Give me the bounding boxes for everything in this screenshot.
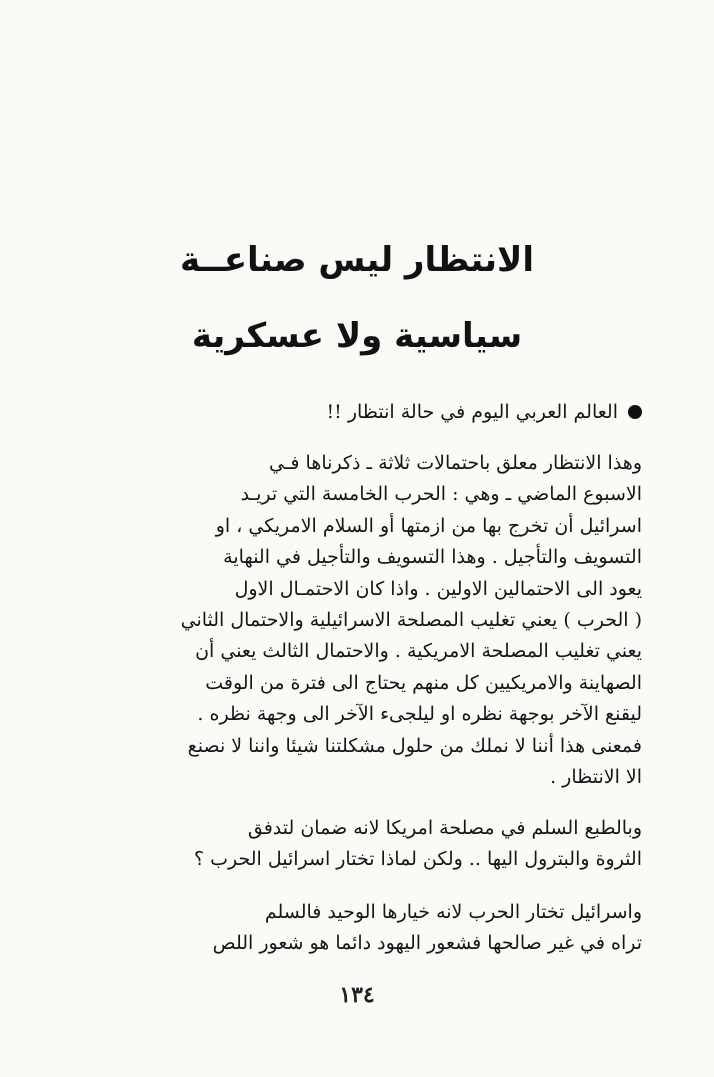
text-line: وهذا الانتظار معلق باحتمالات ثلاثة ـ ذكرناها فـي bbox=[269, 452, 642, 474]
paragraph-1 bbox=[72, 448, 642, 793]
text-line: واسرائيل تختار الحرب لانه خيارها الوحيد فالسلم bbox=[264, 901, 642, 923]
text-line: الا الانتظار . bbox=[550, 765, 642, 788]
text-line: وبالطبع السلم في مصلحة امريكا لانه ضمان لتدفق bbox=[247, 817, 642, 839]
lead-text: العالم العربي اليوم في حالة انتظار !! bbox=[326, 401, 618, 423]
chapter-title-line-2: سياسية ولا عسكرية bbox=[191, 316, 523, 356]
paragraph-2 bbox=[72, 813, 642, 876]
text-line: ( الحرب ) يعني تغليب المصلحة الاسرائيلية والاحتمال الثاني bbox=[180, 608, 642, 631]
text-line: التسويف والتأجيل . وهذا التسويف والتأجيل في النهاية bbox=[223, 546, 642, 569]
text-line: يعني تغليب المصلحة الامريكية . والاحتمال الثالث يعني أن bbox=[195, 640, 642, 663]
chapter-title-line-1: الانتظار ليس صناعــة bbox=[179, 240, 535, 280]
text-line: الصهاينة والامريكيين كل منهم يحتاج الى فترة من الوقت bbox=[205, 671, 642, 694]
paragraph-3 bbox=[72, 897, 642, 960]
text-line: اسرائيل أن تخرج بها من ازمتها أو السلام الامريكي ، او bbox=[215, 514, 642, 537]
page-number: ١٣٤ bbox=[339, 982, 375, 1008]
text-line: الاسبوع الماضي ـ وهي : الحرب الخامسة التي تريـد bbox=[240, 483, 642, 506]
text-line: الثروة والبترول اليها .. ولكن لماذا تختار اسرائيل الحرب ؟ bbox=[193, 848, 642, 871]
bullet-icon bbox=[628, 405, 642, 419]
text-line: يعود الى الاحتمالين الاولين . واذا كان الاحتمـال الاول bbox=[234, 577, 642, 600]
text-line: فمعنى هذا أننا لا نملك من حلول مشكلتنا شيئا واننا لا نصنع bbox=[187, 734, 642, 757]
text-line: تراه في غير صالحها فشعور اليهود دائما هو شعور اللص bbox=[212, 932, 642, 955]
text-line: ليقنع الآخر بوجهة نظره او ليلجىء الآخر الى وجهة نظره . bbox=[197, 703, 642, 726]
lead-sentence bbox=[72, 396, 642, 428]
chapter-title bbox=[0, 222, 714, 374]
